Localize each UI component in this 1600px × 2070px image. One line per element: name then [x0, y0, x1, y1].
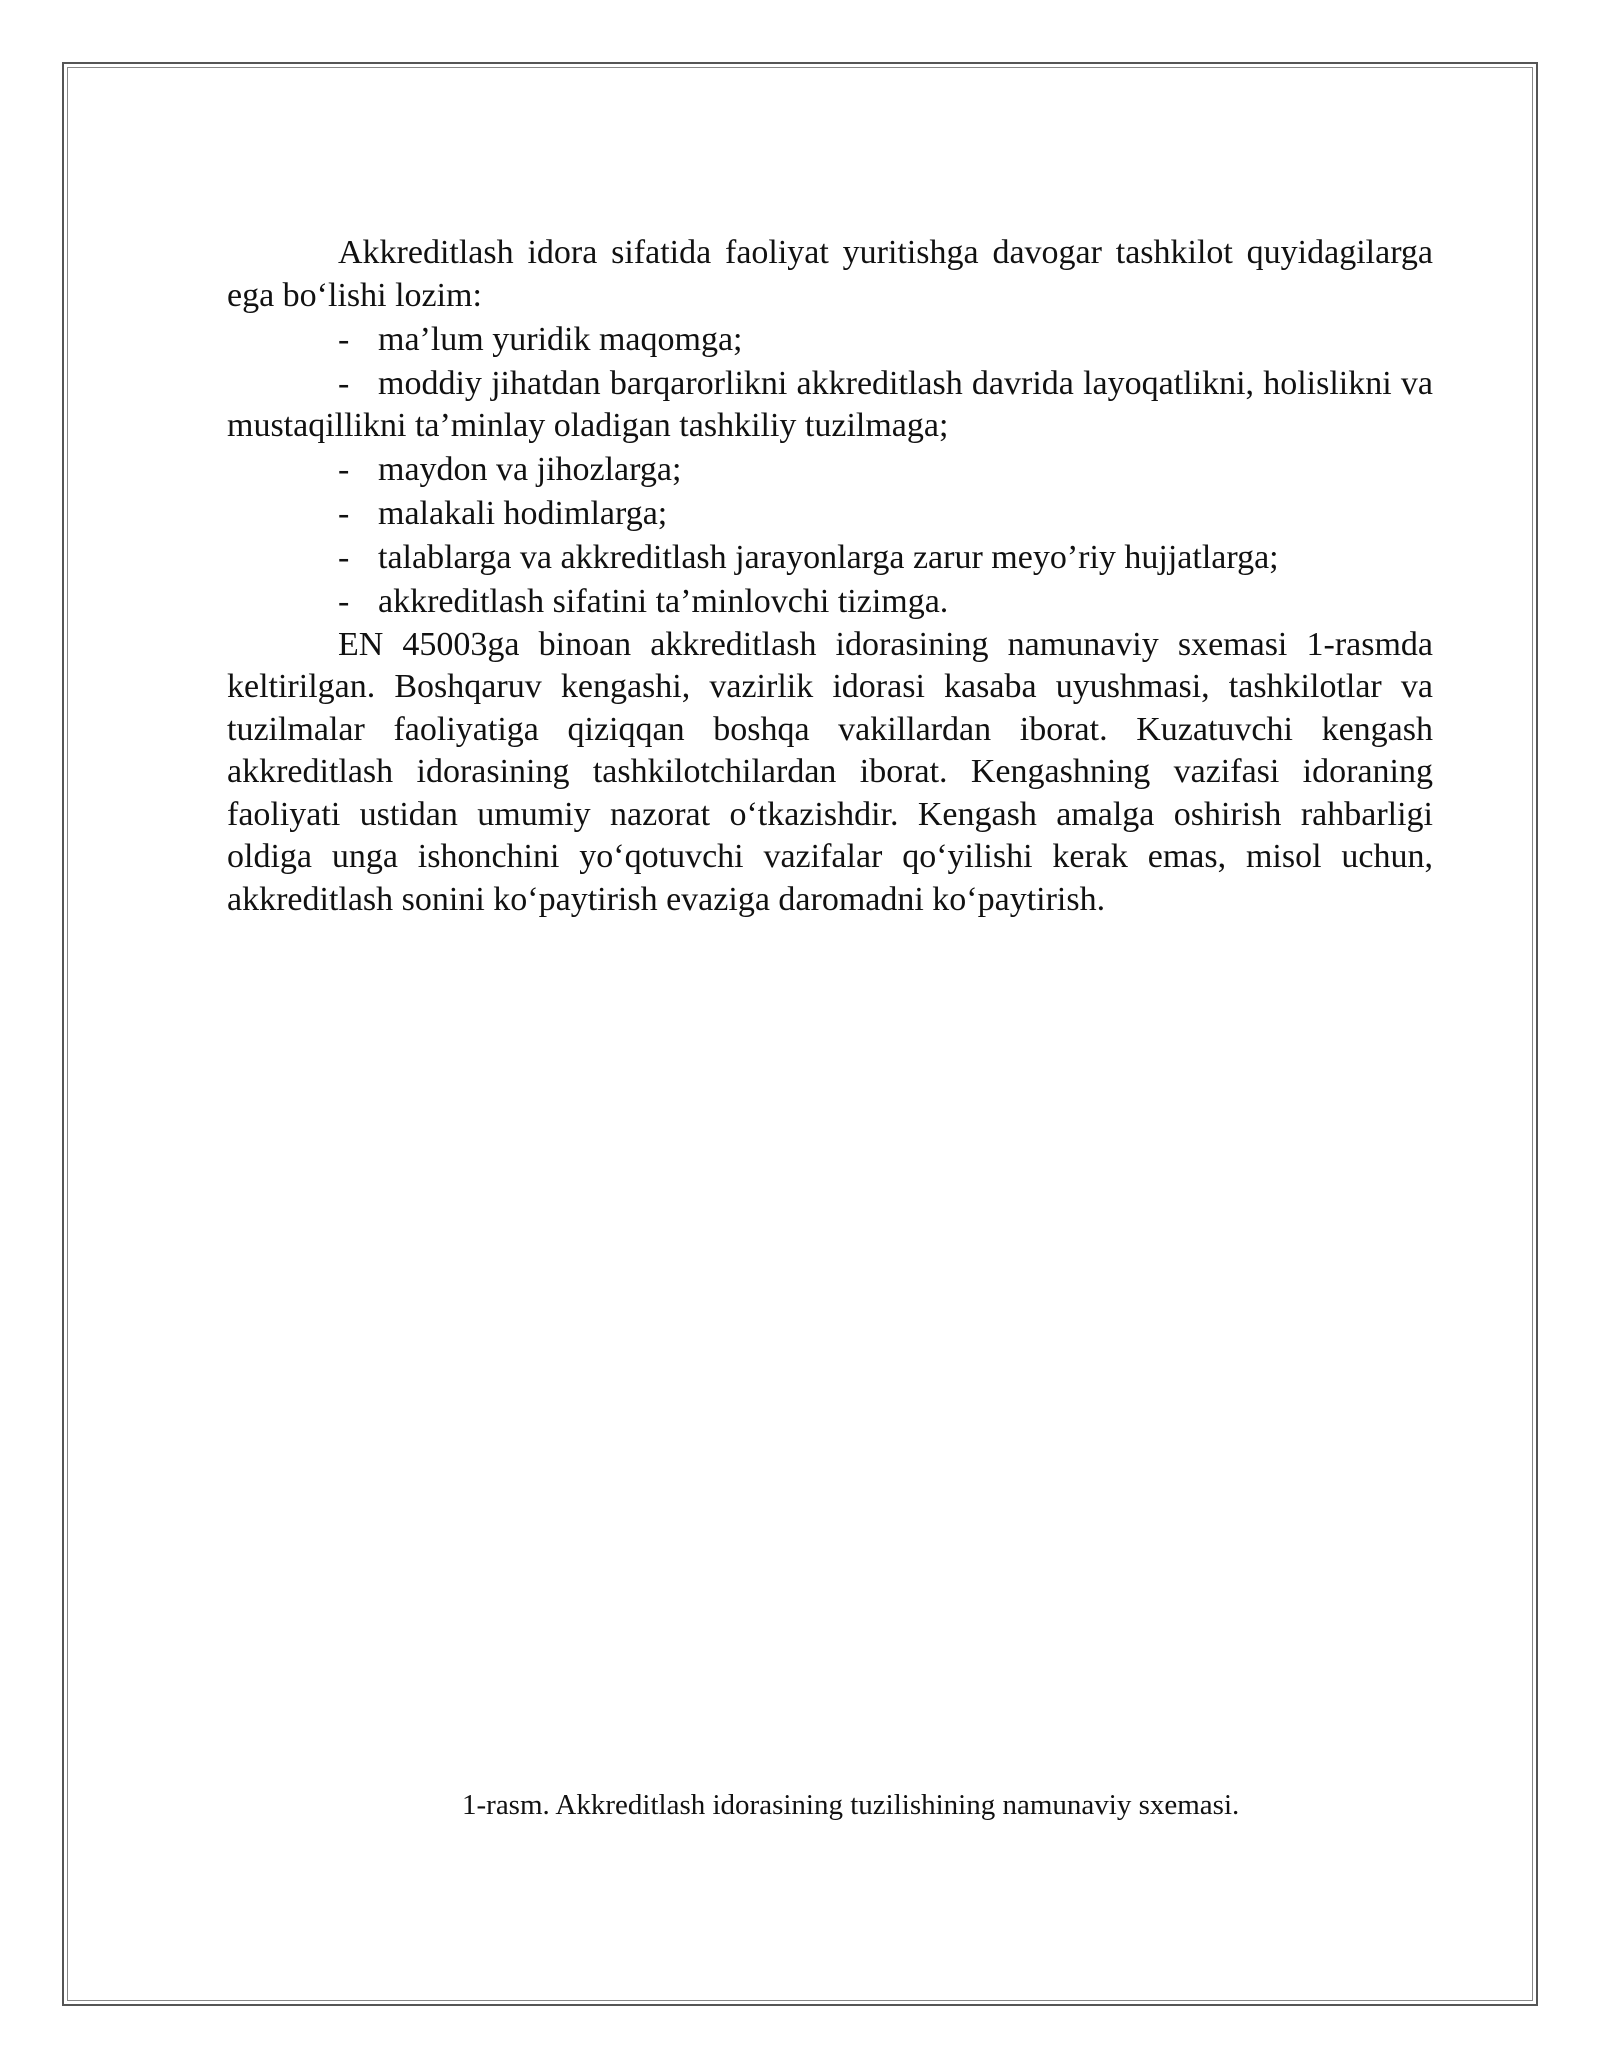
list-item-text: moddiy jihatdan barqarorlikni akkreditlash davrida layoqatlikni, holislikni va mustaqillikni ta’minlay oladigan tashkiliy tuzilmaga; — [227, 364, 1433, 444]
list-item-text: ma’lum yuridik maqomga; — [378, 320, 743, 358]
list-item-text: akkreditlash sifatini ta’minlovchi tizimga. — [378, 583, 949, 620]
list-item — [227, 449, 1433, 492]
list-item-text: talablarga va akkreditlash jarayonlarga zarur meyo’riy hujjatlarga; — [378, 539, 1279, 576]
intro-paragraph: Akkreditlash idora sifatida faoliyat yuritishga davogar tashkilot quyidagilarga ega bo‘lishi lozim: — [227, 234, 1433, 314]
list-item — [227, 363, 1433, 448]
list-dash: - — [338, 539, 350, 576]
list-item — [227, 493, 1433, 536]
document-text — [227, 232, 1433, 921]
list-dash: - — [338, 495, 350, 532]
list-dash: - — [338, 320, 350, 358]
list-item — [227, 319, 1433, 362]
body-paragraph: EN 45003ga binoan akkreditlash idorasining namunaviy sxemasi 1-rasmda keltirilgan. Boshqaruv kengashi, vazirlik idorasi kasaba uyushmasi, tashkilotlar va tuzilmalar faoliyatiga qiziqqan boshqa vakillardan iborat. Kuzatuvchi kengash akkreditlash idorasining tashkilotchilardan iborat. Kengashning vazifasi idoraning faoliyati ustidan umumiy nazorat o‘tkazishdir. Kengash amalga oshirish rahbarligi oldiga unga ishonchini yo‘qotuvchi vazifalar qo‘yilishi kerak emas, misol uchun, akkreditlash sonini ko‘paytirish evaziga daromadni ko‘paytirish. — [227, 625, 1433, 918]
list-item — [227, 537, 1433, 580]
list-item — [227, 581, 1433, 624]
list-item-text: maydon va jihozlarga; — [378, 451, 682, 488]
list-dash: - — [338, 364, 350, 402]
list-dash: - — [338, 451, 350, 488]
list-dash: - — [338, 583, 350, 620]
list-item-text: malakali hodimlarga; — [378, 495, 668, 532]
figure-caption: 1-rasm. Akkreditlash idorasining tuzilishining namunaviy sxemasi. — [462, 1789, 1240, 1821]
